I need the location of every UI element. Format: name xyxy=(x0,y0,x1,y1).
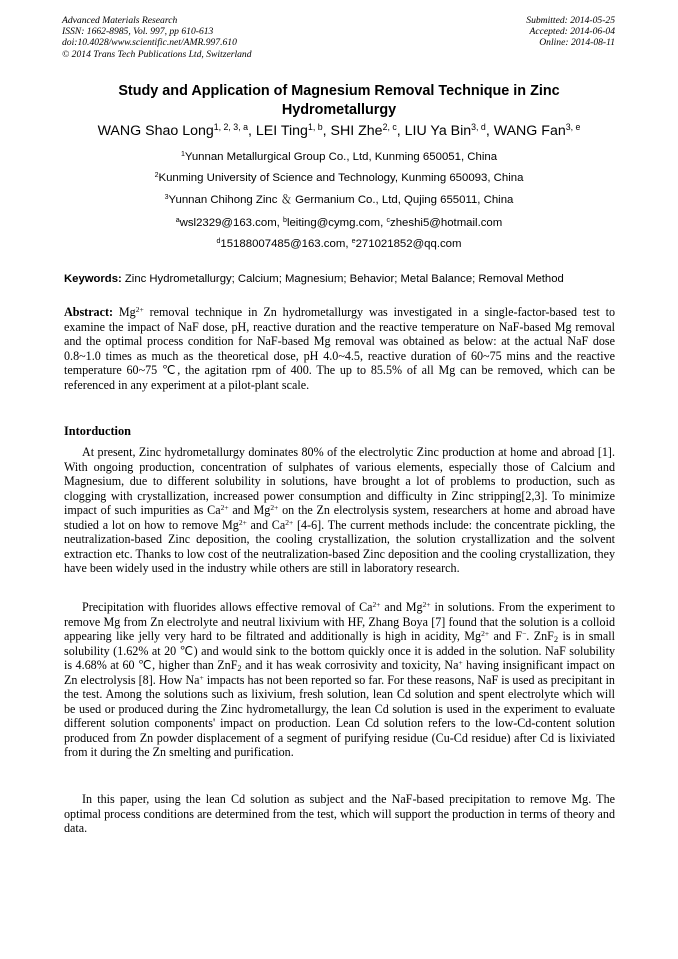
publication-dates xyxy=(526,15,615,49)
paper-title: Study and Application of Magnesium Removal Technique in Zinc Hydrometallurgy xyxy=(118,83,560,118)
email: wsl2329@163.com, xyxy=(179,217,284,229)
keywords xyxy=(64,272,616,286)
journal-info xyxy=(62,15,252,60)
journal-issn: ISSN: 1662-8985, Vol. 997, pp 610-613 xyxy=(62,26,214,38)
author: LIU Ya Bin$^{3, d}$, xyxy=(404,122,494,139)
journal-copyright: © 2014 Trans Tech Publications Ltd, Switzerland xyxy=(62,48,252,60)
email-line: $^d$15188007485@163.com, $^e$271021852@qq.com xyxy=(216,238,462,250)
email: 271021852@qq.com xyxy=(355,238,462,250)
abstract: Abstract: $Mg^{2+}$ removal technique in Zn hydrometallurgy was investigated in a single-factor-based test to examine the impact of NaF dose, pH, reactive duration and the reactive temperature on NaF-based Mg removal and the optimal process condition for NaF-based Mg removal was obtained as below: at the actual NaF dose 0.8~1.0 times as much as the theoretical dose, pH 4.0~4.5, reactive duration of 60~75 mins and the reactive temperature 60~75 ℃, the agitation rpm of 400. The up to 85.5% of all Mg can be removed, which can be referenced in any experiment at a pilot-plant scale. xyxy=(64,304,615,392)
journal-doi: doi:10.4028/www.scientific.net/AMR.997.610 xyxy=(62,37,237,49)
keywords-label: Keywords: xyxy=(64,273,122,285)
affiliation: $^2$Kunming University of Science and Technology, Kunming 650093, China xyxy=(154,172,524,184)
paragraph: Precipitation with fluorides allows effective removal of $Ca^{2+}$ and $Mg^{2+}$ in solutions. From the experiment to remove Mg from Zn electrolyte and neutral lixivium with HF, Zhang Boya [7] found that the solution is a colloid appearing like jelly very hard to be filtrated and additionally is high in acidity, $Mg^{2+}$ and F−. ZnF$_2$ is in small solubility (1.62% at 20 ℃) and would sink to the bottom quickly once it is added in the solution. NaF solubility is 4.68% at 60 ℃, higher than ZnF$_2$ and it has weak corrosivity and toxicity, Na+ having insignificant impact on Zn electrolysis [8]. How Na+ impacts has not been reported so far. For these reasons, NaF is used as precipitant in the test. Among the solutions such as lixivium, fresh solution, lean Cd solution and spent electrolyte which will be used or produced during the Zinc hydrometallurgy, the lean Cd solution is used in the experiment to evaluate different solution components' impact on production. Lean Cd solution refers to the low-Cd-content solution produced from Zn powder displacement of a segment of purifying residue (Cu-Cd residue) after Cd is lixiviated from it during the Zn smelting and purification. xyxy=(64,599,616,760)
author: SHI Zhe$^{2, c}$, xyxy=(330,122,405,139)
email: zheshi5@hotmail.com xyxy=(390,217,503,229)
keywords-text: Zinc Hydrometallurgy; Calcium; Magnesium; Behavior; Metal Balance; Removal Method xyxy=(121,273,564,285)
affiliation: $^3$Yunnan Chihong Zinc ＆ Germanium Co., Ltd, Qujing 655011, China xyxy=(164,194,514,206)
affiliation: $^1$Yunnan Metallurgical Group Co., Ltd, Kunming 650051, China xyxy=(180,151,498,163)
author-list xyxy=(40,122,638,140)
section-heading: Intorduction xyxy=(64,424,131,438)
author: WANG Fan$^{3, e}$ xyxy=(493,122,581,139)
author: WANG Shao Long$^{1, 2, 3, a}$, xyxy=(97,122,256,139)
journal-name: Advanced Materials Research xyxy=(62,15,178,26)
author: LEI Ting$^{1, b}$, xyxy=(255,122,331,139)
email: leiting@cymg.com, xyxy=(286,217,387,229)
email-line: $^a$wsl2329@163.com, $^b$leiting@cymg.com, $^c$zheshi5@hotmail.com xyxy=(175,217,503,229)
accepted-date: Accepted: 2014-06-04 xyxy=(529,26,615,38)
email: 15188007485@163.com, xyxy=(220,238,352,250)
paragraph: At present, Zinc hydrometallurgy dominates 80% of the electrolytic Zinc production at home and abroad [1]. With ongoing production, concentration of sulphates of various elements, especially those of Calcium and Magnesium, due to different solubility in solutions, have brought a lot of problems to production, such as clogging with crystallization, increased power consumption and difficulty in Zinc stripping[2,3]. To minimize impact of such impurities as $Ca^{2+}$ and $Mg^{2+}$ on the Zn electrolysis system, researchers at home and abroad have studied a lot on how to remove $Mg^{2+}$ and $Ca^{2+}$ [4-6]. The current methods include: the concentrate pickling, the neutralization-based Zinc deposition, the cooling crystallization, the solution crystallization and the solvent extraction etc. Thanks to low cost of the neutralization-based Zinc deposition and the cooling crystallization, they have been widely used in the industry while others are still in laboratory research. xyxy=(64,445,615,576)
online-date: Online: 2014-08-11 xyxy=(539,37,615,49)
submitted-date: Submitted: 2014-05-25 xyxy=(526,15,615,26)
paragraph: In this paper, using the lean Cd solution as subject and the NaF-based precipitation to remove Mg. The optimal process conditions are determined from the test, which will support the production in terms of theory and data. xyxy=(64,792,615,836)
abstract-label: Abstract: xyxy=(64,305,114,319)
